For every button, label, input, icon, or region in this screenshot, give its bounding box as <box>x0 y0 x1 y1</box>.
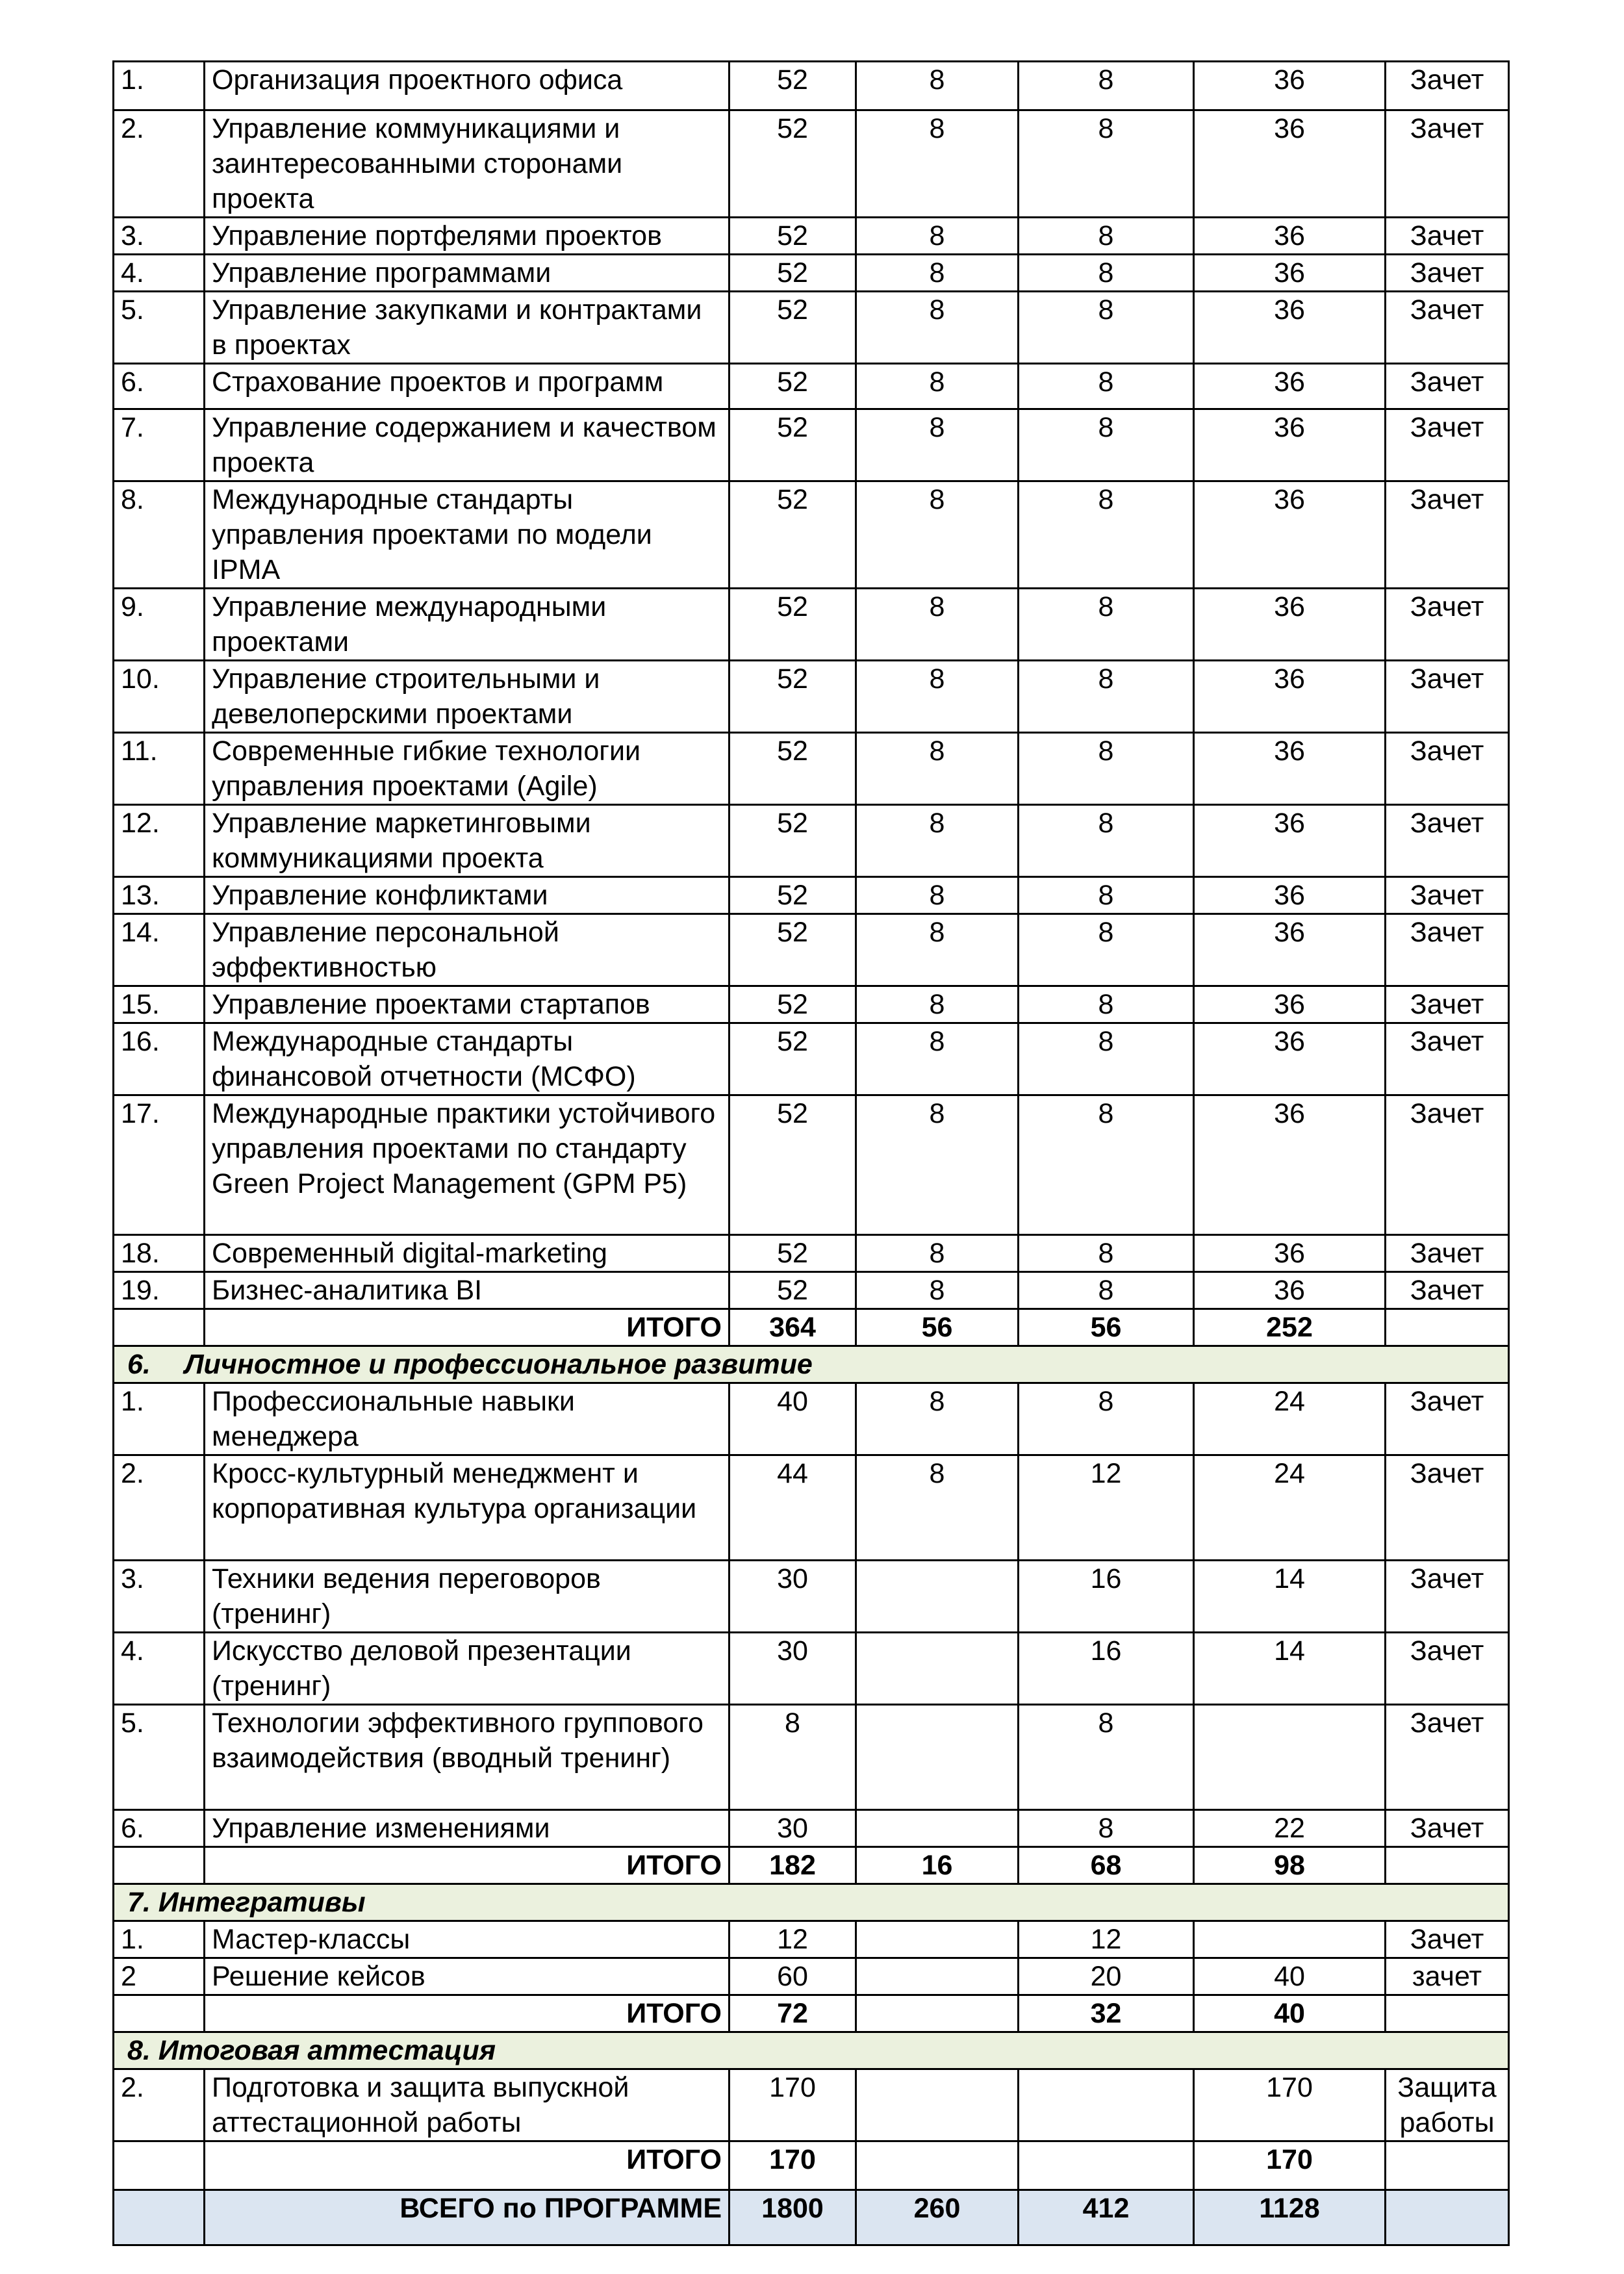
assessment-form: Зачет <box>1386 1383 1509 1455</box>
lecture-hours: 8 <box>856 292 1019 364</box>
empty-cell <box>1386 1309 1509 1346</box>
lecture-hours: 8 <box>856 1272 1019 1309</box>
lecture-hours: 8 <box>856 877 1019 914</box>
total-hours: 52 <box>730 877 856 914</box>
total-hours: 52 <box>730 1023 856 1095</box>
total-hours: 52 <box>730 110 856 218</box>
lecture-hours: 8 <box>856 1095 1019 1235</box>
table-row <box>114 589 1509 661</box>
total-hours: 72 <box>730 1995 856 2032</box>
assessment-form: Зачет <box>1386 733 1509 805</box>
course-name: Мастер-классы <box>205 1921 730 1958</box>
row-number: 2. <box>114 2069 205 2141</box>
assessment-form: Зачет <box>1386 986 1509 1023</box>
self-study-hours: 36 <box>1194 62 1386 110</box>
row-number: 11. <box>114 733 205 805</box>
total-hours: 52 <box>730 1235 856 1272</box>
course-name: Страхование проектов и программ <box>205 364 730 409</box>
assessment-form: Зачет <box>1386 877 1509 914</box>
lecture-hours <box>856 1995 1019 2032</box>
practice-hours: 8 <box>1019 1383 1194 1455</box>
total-hours: 52 <box>730 218 856 255</box>
assessment-form: Зачет <box>1386 1023 1509 1095</box>
assessment-form: Зачет <box>1386 1455 1509 1561</box>
assessment-form: Зачет <box>1386 1561 1509 1633</box>
assessment-form: Зачет <box>1386 1921 1509 1958</box>
table-row <box>114 481 1509 589</box>
total-hours: 364 <box>730 1309 856 1346</box>
practice-hours: 8 <box>1019 986 1194 1023</box>
section-title <box>114 1346 1509 1383</box>
table-row <box>114 1272 1509 1309</box>
practice-hours: 8 <box>1019 409 1194 481</box>
course-name: Техники ведения переговоров (тренинг) <box>205 1561 730 1633</box>
self-study-hours: 24 <box>1194 1455 1386 1561</box>
total-hours: 30 <box>730 1561 856 1633</box>
section-header <box>114 1346 1509 1383</box>
practice-hours: 8 <box>1019 805 1194 877</box>
assessment-form: Зачет <box>1386 62 1509 110</box>
self-study-hours: 22 <box>1194 1810 1386 1847</box>
lecture-hours <box>856 1633 1019 1705</box>
table-row <box>114 62 1509 110</box>
section-name: Личностное и профессиональное развитие <box>184 1349 813 1380</box>
assessment-form: Зачет <box>1386 292 1509 364</box>
practice-hours: 8 <box>1019 255 1194 292</box>
total-hours: 30 <box>730 1810 856 1847</box>
self-study-hours: 14 <box>1194 1561 1386 1633</box>
table-row <box>114 1705 1509 1810</box>
table-row <box>114 2069 1509 2141</box>
row-number: 2. <box>114 1455 205 1561</box>
practice-hours: 16 <box>1019 1633 1194 1705</box>
total-row <box>114 1847 1509 1884</box>
row-number: 16. <box>114 1023 205 1095</box>
table-row <box>114 1095 1509 1235</box>
table-row <box>114 110 1509 218</box>
practice-hours: 8 <box>1019 661 1194 733</box>
table-row <box>114 1921 1509 1958</box>
total-row <box>114 1995 1509 2032</box>
row-number: 10. <box>114 661 205 733</box>
course-name: Современные гибкие технологии управления проектами (Agile) <box>205 733 730 805</box>
total-hours: 182 <box>730 1847 856 1884</box>
course-name: Технологии эффективного группового взаимодействия (вводный тренинг) <box>205 1705 730 1810</box>
lecture-hours: 8 <box>856 1235 1019 1272</box>
assessment-form: Зачет <box>1386 914 1509 986</box>
total-hours: 52 <box>730 805 856 877</box>
total-label: ИТОГО <box>205 1309 730 1346</box>
total-hours: 30 <box>730 1633 856 1705</box>
practice-hours: 8 <box>1019 1272 1194 1309</box>
total-label: ИТОГО <box>205 2141 730 2190</box>
practice-hours: 8 <box>1019 914 1194 986</box>
assessment-form: Защита работы <box>1386 2069 1509 2141</box>
course-name: Управление строительными и девелоперскими проектами <box>205 661 730 733</box>
practice-hours: 8 <box>1019 218 1194 255</box>
total-hours: 52 <box>730 364 856 409</box>
row-number: 12. <box>114 805 205 877</box>
practice-hours: 8 <box>1019 877 1194 914</box>
self-study-hours: 36 <box>1194 661 1386 733</box>
course-name: Международные стандарты финансовой отчетности (МСФО) <box>205 1023 730 1095</box>
total-hours: 52 <box>730 255 856 292</box>
lecture-hours: 8 <box>856 255 1019 292</box>
table-row <box>114 1023 1509 1095</box>
self-study-hours: 40 <box>1194 1995 1386 2032</box>
assessment-form: Зачет <box>1386 1235 1509 1272</box>
total-hours: 1800 <box>730 2190 856 2245</box>
lecture-hours <box>856 1921 1019 1958</box>
lecture-hours: 260 <box>856 2190 1019 2245</box>
table-row <box>114 1958 1509 1995</box>
self-study-hours: 36 <box>1194 218 1386 255</box>
self-study-hours: 14 <box>1194 1633 1386 1705</box>
course-name: Управление коммуникациями и заинтересованными сторонами проекта <box>205 110 730 218</box>
row-number: 1. <box>114 1921 205 1958</box>
course-name: Управление программами <box>205 255 730 292</box>
row-number: 18. <box>114 1235 205 1272</box>
assessment-form: Зачет <box>1386 110 1509 218</box>
self-study-hours: 36 <box>1194 1023 1386 1095</box>
table-row <box>114 805 1509 877</box>
lecture-hours <box>856 1705 1019 1810</box>
total-hours: 52 <box>730 62 856 110</box>
section-number: 6. <box>127 1349 151 1380</box>
row-number: 5. <box>114 292 205 364</box>
empty-cell <box>114 2141 205 2190</box>
row-number: 2. <box>114 110 205 218</box>
lecture-hours: 8 <box>856 409 1019 481</box>
practice-hours: 412 <box>1019 2190 1194 2245</box>
total-hours: 52 <box>730 733 856 805</box>
self-study-hours: 36 <box>1194 481 1386 589</box>
section-header <box>114 2032 1509 2069</box>
assessment-form: Зачет <box>1386 661 1509 733</box>
table-row <box>114 1235 1509 1272</box>
row-number: 17. <box>114 1095 205 1235</box>
table-row <box>114 1810 1509 1847</box>
empty-cell <box>1386 1847 1509 1884</box>
total-hours: 60 <box>730 1958 856 1995</box>
total-hours: 52 <box>730 986 856 1023</box>
row-number: 3. <box>114 1561 205 1633</box>
lecture-hours: 8 <box>856 481 1019 589</box>
section-header <box>114 1884 1509 1921</box>
self-study-hours: 170 <box>1194 2141 1386 2190</box>
lecture-hours: 8 <box>856 1383 1019 1455</box>
section-title <box>114 1884 1509 1921</box>
total-hours: 52 <box>730 481 856 589</box>
lecture-hours: 8 <box>856 364 1019 409</box>
row-number: 4. <box>114 255 205 292</box>
total-hours: 44 <box>730 1455 856 1561</box>
course-name: Подготовка и защита выпускной аттестационной работы <box>205 2069 730 2141</box>
practice-hours: 8 <box>1019 1235 1194 1272</box>
table-row <box>114 914 1509 986</box>
practice-hours: 12 <box>1019 1455 1194 1561</box>
practice-hours: 8 <box>1019 62 1194 110</box>
course-name: Современный digital-marketing <box>205 1235 730 1272</box>
total-row <box>114 1309 1509 1346</box>
lecture-hours: 56 <box>856 1309 1019 1346</box>
course-name: Международные стандарты управления проектами по модели IPMA <box>205 481 730 589</box>
row-number: 4. <box>114 1633 205 1705</box>
practice-hours: 8 <box>1019 589 1194 661</box>
self-study-hours: 36 <box>1194 1095 1386 1235</box>
table-row <box>114 1633 1509 1705</box>
lecture-hours: 8 <box>856 986 1019 1023</box>
self-study-hours: 36 <box>1194 409 1386 481</box>
self-study-hours: 36 <box>1194 914 1386 986</box>
table-row <box>114 661 1509 733</box>
empty-cell <box>114 1847 205 1884</box>
total-label: ИТОГО <box>205 1847 730 1884</box>
lecture-hours: 8 <box>856 589 1019 661</box>
row-number: 1. <box>114 1383 205 1455</box>
lecture-hours <box>856 1810 1019 1847</box>
empty-cell <box>1386 2190 1509 2245</box>
lecture-hours: 16 <box>856 1847 1019 1884</box>
practice-hours: 68 <box>1019 1847 1194 1884</box>
total-hours: 52 <box>730 409 856 481</box>
course-name: Управление персональной эффективностью <box>205 914 730 986</box>
practice-hours: 12 <box>1019 1921 1194 1958</box>
self-study-hours: 36 <box>1194 292 1386 364</box>
self-study-hours: 36 <box>1194 986 1386 1023</box>
course-name: Управление проектами стартапов <box>205 986 730 1023</box>
practice-hours: 8 <box>1019 1705 1194 1810</box>
row-number: 15. <box>114 986 205 1023</box>
practice-hours: 20 <box>1019 1958 1194 1995</box>
course-name: Искусство деловой презентации (тренинг) <box>205 1633 730 1705</box>
course-name: Кросс-культурный менеджмент и корпоративная культура организации <box>205 1455 730 1561</box>
row-number: 2 <box>114 1958 205 1995</box>
practice-hours: 8 <box>1019 1023 1194 1095</box>
empty-cell <box>114 1995 205 2032</box>
assessment-form: Зачет <box>1386 1810 1509 1847</box>
course-name: Управление закупками и контрактами в проектах <box>205 292 730 364</box>
total-hours: 52 <box>730 1272 856 1309</box>
table-row <box>114 292 1509 364</box>
table-row <box>114 255 1509 292</box>
section-name: 8. Итоговая аттестация <box>127 2035 496 2066</box>
practice-hours: 8 <box>1019 364 1194 409</box>
table-row <box>114 409 1509 481</box>
total-hours: 52 <box>730 1095 856 1235</box>
course-name: Управление конфликтами <box>205 877 730 914</box>
lecture-hours <box>856 2069 1019 2141</box>
total-hours: 12 <box>730 1921 856 1958</box>
table-row <box>114 986 1509 1023</box>
table-row <box>114 877 1509 914</box>
lecture-hours: 8 <box>856 110 1019 218</box>
table-row <box>114 1383 1509 1455</box>
lecture-hours: 8 <box>856 914 1019 986</box>
empty-cell <box>114 2190 205 2245</box>
row-number: 3. <box>114 218 205 255</box>
assessment-form: Зачет <box>1386 364 1509 409</box>
course-name: Управление международными проектами <box>205 589 730 661</box>
row-number: 5. <box>114 1705 205 1810</box>
grand-total-row <box>114 2190 1509 2245</box>
course-name: Организация проектного офиса <box>205 62 730 110</box>
empty-cell <box>114 1309 205 1346</box>
section-name: 7. Интегративы <box>127 1887 366 1918</box>
assessment-form: Зачет <box>1386 1705 1509 1810</box>
self-study-hours: 24 <box>1194 1383 1386 1455</box>
total-hours: 52 <box>730 589 856 661</box>
row-number: 19. <box>114 1272 205 1309</box>
total-hours: 52 <box>730 661 856 733</box>
lecture-hours: 8 <box>856 218 1019 255</box>
assessment-form: Зачет <box>1386 255 1509 292</box>
self-study-hours: 36 <box>1194 589 1386 661</box>
self-study-hours: 36 <box>1194 1272 1386 1309</box>
self-study-hours: 252 <box>1194 1309 1386 1346</box>
self-study-hours: 36 <box>1194 364 1386 409</box>
course-name: Управление маркетинговыми коммуникациями проекта <box>205 805 730 877</box>
row-number: 7. <box>114 409 205 481</box>
practice-hours: 56 <box>1019 1309 1194 1346</box>
empty-cell <box>1386 2141 1509 2190</box>
table-row <box>114 1561 1509 1633</box>
self-study-hours <box>1194 1921 1386 1958</box>
course-name: Профессиональные навыки менеджера <box>205 1383 730 1455</box>
self-study-hours <box>1194 1705 1386 1810</box>
self-study-hours: 170 <box>1194 2069 1386 2141</box>
course-name: Управление портфелями проектов <box>205 218 730 255</box>
assessment-form: Зачет <box>1386 589 1509 661</box>
practice-hours: 8 <box>1019 481 1194 589</box>
assessment-form: зачет <box>1386 1958 1509 1995</box>
course-name: Управление изменениями <box>205 1810 730 1847</box>
row-number: 14. <box>114 914 205 986</box>
section-title <box>114 2032 1509 2069</box>
practice-hours: 32 <box>1019 1995 1194 2032</box>
practice-hours <box>1019 2141 1194 2190</box>
row-number: 13. <box>114 877 205 914</box>
row-number: 1. <box>114 62 205 110</box>
lecture-hours <box>856 1958 1019 1995</box>
total-hours: 8 <box>730 1705 856 1810</box>
self-study-hours: 98 <box>1194 1847 1386 1884</box>
assessment-form: Зачет <box>1386 1095 1509 1235</box>
practice-hours: 8 <box>1019 110 1194 218</box>
table-row <box>114 364 1509 409</box>
table-row <box>114 1455 1509 1561</box>
course-name: Международные практики устойчивого управления проектами по стандарту Green Project Management (GPM P5) <box>205 1095 730 1235</box>
assessment-form: Зачет <box>1386 481 1509 589</box>
self-study-hours: 1128 <box>1194 2190 1386 2245</box>
total-hours: 170 <box>730 2141 856 2190</box>
total-label: ВСЕГО по ПРОГРАММЕ <box>205 2190 730 2245</box>
self-study-hours: 36 <box>1194 733 1386 805</box>
assessment-form: Зачет <box>1386 409 1509 481</box>
practice-hours: 8 <box>1019 292 1194 364</box>
course-name: Решение кейсов <box>205 1958 730 1995</box>
curriculum-table <box>112 60 1510 2246</box>
table-row <box>114 733 1509 805</box>
lecture-hours: 8 <box>856 733 1019 805</box>
lecture-hours: 8 <box>856 661 1019 733</box>
lecture-hours: 8 <box>856 1023 1019 1095</box>
total-row <box>114 2141 1509 2190</box>
empty-cell <box>1386 1995 1509 2032</box>
practice-hours: 8 <box>1019 1810 1194 1847</box>
total-hours: 52 <box>730 292 856 364</box>
self-study-hours: 36 <box>1194 805 1386 877</box>
self-study-hours: 36 <box>1194 877 1386 914</box>
curriculum-table-body <box>114 62 1509 2245</box>
practice-hours <box>1019 2069 1194 2141</box>
self-study-hours: 36 <box>1194 255 1386 292</box>
assessment-form: Зачет <box>1386 1633 1509 1705</box>
table-row <box>114 218 1509 255</box>
row-number: 6. <box>114 364 205 409</box>
total-hours: 40 <box>730 1383 856 1455</box>
assessment-form: Зачет <box>1386 218 1509 255</box>
lecture-hours: 8 <box>856 62 1019 110</box>
assessment-form: Зачет <box>1386 1272 1509 1309</box>
row-number: 8. <box>114 481 205 589</box>
assessment-form: Зачет <box>1386 805 1509 877</box>
course-name: Управление содержанием и качеством проекта <box>205 409 730 481</box>
course-name: Бизнес-аналитика BI <box>205 1272 730 1309</box>
lecture-hours: 8 <box>856 805 1019 877</box>
lecture-hours <box>856 2141 1019 2190</box>
row-number: 6. <box>114 1810 205 1847</box>
practice-hours: 16 <box>1019 1561 1194 1633</box>
lecture-hours <box>856 1561 1019 1633</box>
lecture-hours: 8 <box>856 1455 1019 1561</box>
total-hours: 52 <box>730 914 856 986</box>
practice-hours: 8 <box>1019 733 1194 805</box>
total-hours: 170 <box>730 2069 856 2141</box>
row-number: 9. <box>114 589 205 661</box>
self-study-hours: 36 <box>1194 1235 1386 1272</box>
self-study-hours: 36 <box>1194 110 1386 218</box>
self-study-hours: 40 <box>1194 1958 1386 1995</box>
practice-hours: 8 <box>1019 1095 1194 1235</box>
total-label: ИТОГО <box>205 1995 730 2032</box>
